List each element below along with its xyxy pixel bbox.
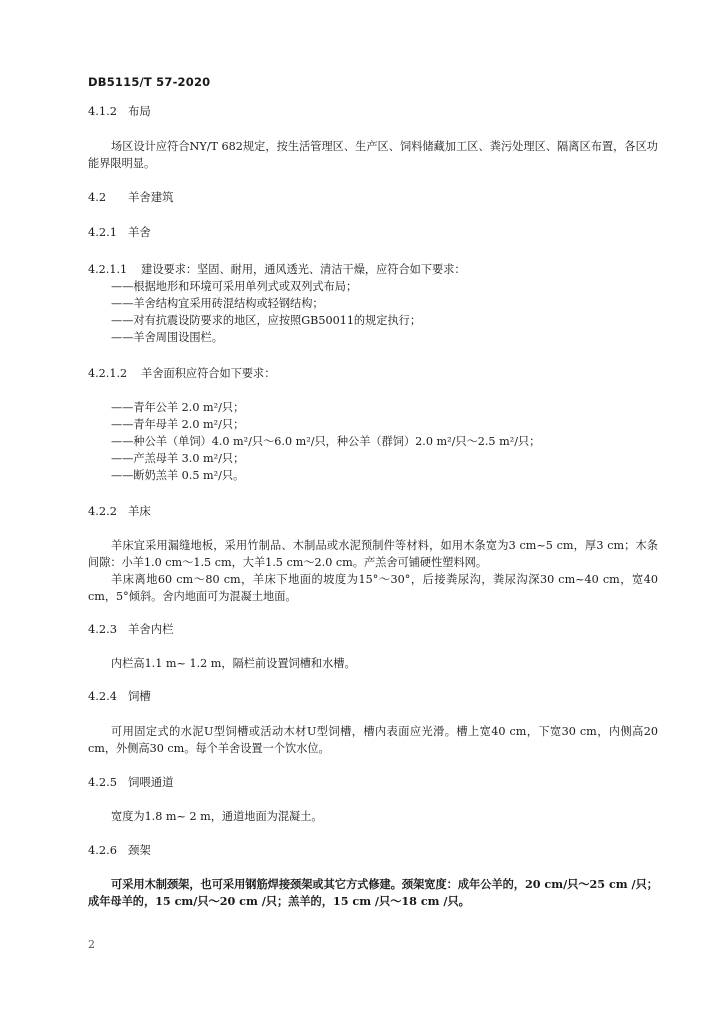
paragraph: 宽度为1.8 m~ 2 m，通道地面为混凝土。 <box>111 810 323 823</box>
heading-4-1-2 <box>88 103 658 120</box>
clause-lead <box>88 261 658 278</box>
section-number: 4.1.2 <box>88 104 117 118</box>
clause-number: 4.2.1.1 <box>88 263 128 276</box>
list-item: ——羊舍周围设围栏。 <box>111 331 223 344</box>
list-item: ——断奶羔羊 0.5 m²/只。 <box>111 469 245 482</box>
list-item: ——产羔母羊 3.0 m²/只； <box>111 452 245 465</box>
clause-number: 4.2.1.2 <box>88 367 128 380</box>
heading-4-2 <box>88 189 658 206</box>
clause-4-2-1-2 <box>88 365 658 382</box>
list-item: ——羊舍结构宜采用砖混结构或轻钢结构； <box>111 297 324 310</box>
clause-text: 羊舍面积应符合如下要求： <box>141 367 276 380</box>
paragraph: 可用固定式的水泥U型饲槽或活动木材U型饲槽，槽内表面应光滑。槽上宽40 cm，下宽30 cm，内侧高20 cm，外侧高30 cm。每个羊舍设置一个饮水位。 <box>88 725 658 755</box>
clause-text: 建设要求：坚固、耐用，通风透光、清洁干燥，应符合如下要求： <box>141 263 466 276</box>
section-number: 4.2.2 <box>88 504 117 518</box>
section-title: 饲槽 <box>128 689 151 703</box>
list-item: ——根据地形和环境可采用单列式或双列式布局； <box>111 280 358 293</box>
section-title: 颈架 <box>128 843 151 857</box>
paragraph: 羊床离地60 cm～80 cm，羊床下地面的坡度为15°～30°，后接粪尿沟，粪尿沟深30 cm~40 cm，宽40 cm，5°倾斜。舍内地面可为混凝土地面。 <box>88 573 658 603</box>
paragraph: 内栏高1.1 m~ 1.2 m，隔栏前设置饲槽和水槽。 <box>111 657 356 670</box>
section-number: 4.2.3 <box>88 622 117 636</box>
section-number: 4.2.1 <box>88 225 117 239</box>
paragraph: 羊床宜采用漏缝地板，采用竹制品、木制品或水泥预制件等材料，如用木条宽为3 cm~5 cm，厚3 cm；木条间隙：小羊1.0 cm～1.5 cm，大羊1.5 cm～2.0 cm。产羔舍可铺硬性塑料网。 <box>88 539 658 569</box>
section-title: 羊床 <box>128 504 151 518</box>
heading-4-2-1 <box>88 224 658 241</box>
section-number: 4.2.4 <box>88 689 117 703</box>
section-title: 羊舍 <box>128 225 151 239</box>
heading-4-2-5 <box>88 774 658 791</box>
paragraph-layout: 场区设计应符合NY/T 682规定，按生活管理区、生产区、饲料储藏加工区、粪污处理区、隔离区布置，各区功能界限明显。 <box>88 140 658 170</box>
clause-4-2-1-1 <box>88 261 658 346</box>
section-title: 饲喂通道 <box>128 775 174 789</box>
heading-4-2-3 <box>88 621 658 638</box>
heading-4-2-4 <box>88 688 658 705</box>
heading-4-2-2 <box>88 503 658 520</box>
section-number: 4.2.5 <box>88 775 117 789</box>
paragraph: 可采用木制颈架，也可采用钢筋焊接颈架或其它方式修建。颈架宽度：成年公羊的，20 cm/只～25 cm /只；成年母羊的，15 cm/只～20 cm /只；羔羊的，15 cm /只～18 cm /只。 <box>88 877 658 908</box>
section-number: 4.2.6 <box>88 843 117 857</box>
list-item: ——青年公羊 2.0 m²/只； <box>111 401 245 414</box>
standard-code: DB5115/T 57-2020 <box>88 75 211 89</box>
sheep-bed-body <box>88 537 658 605</box>
section-title: 羊舍建筑 <box>128 190 174 204</box>
clause-lead <box>88 365 658 382</box>
heading-4-2-6 <box>88 842 658 859</box>
list-item: ——青年母羊 2.0 m²/只； <box>111 418 245 431</box>
list-item: ——种公羊（单饲）4.0 m²/只～6.0 m²/只，种公羊（群饲）2.0 m²/只～2.5 m²/只； <box>111 435 541 448</box>
section-title: 羊舍内栏 <box>128 622 174 636</box>
list-item: ——对有抗震设防要求的地区，应按照GB50011的规定执行； <box>111 314 422 327</box>
section-number: 4.2 <box>88 190 107 204</box>
area-requirements-list <box>88 399 658 484</box>
section-title: 布局 <box>128 104 151 118</box>
page-number: 2 <box>88 938 95 951</box>
